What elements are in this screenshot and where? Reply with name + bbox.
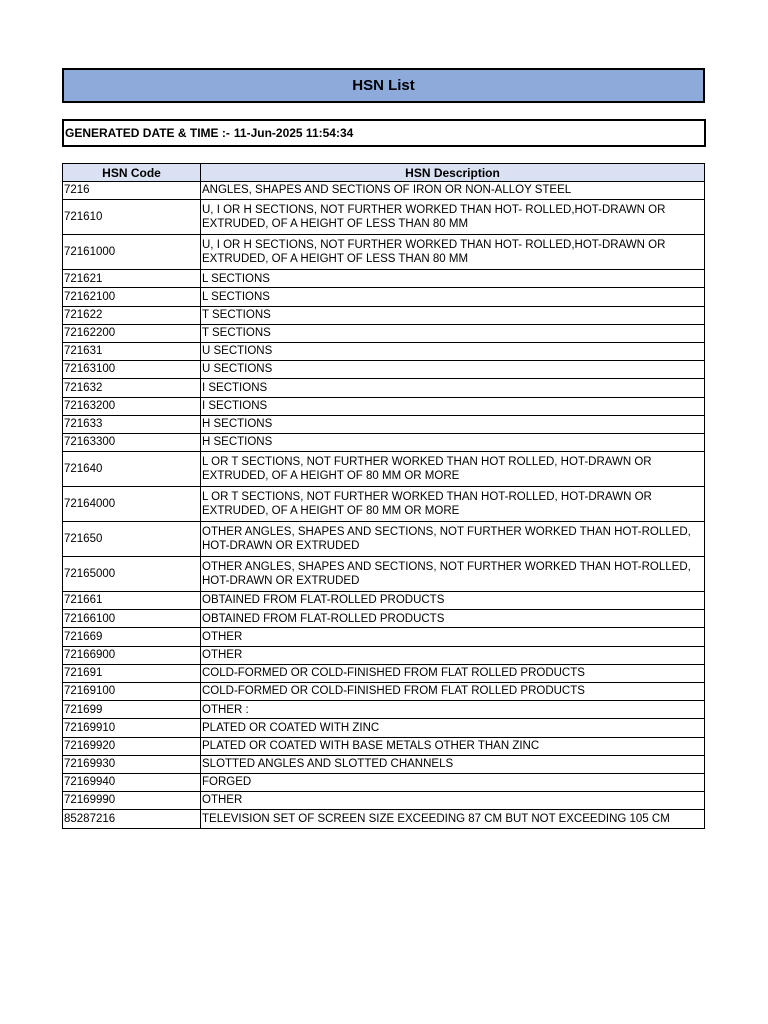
table-row (63, 397, 705, 415)
hsn-description-cell: ANGLES, SHAPES AND SECTIONS OF IRON OR NON-ALLOY STEEL (201, 182, 705, 200)
hsn-description-cell: L OR T SECTIONS, NOT FURTHER WORKED THAN HOT ROLLED, HOT-DRAWN OR EXTRUDED, OF A HEIGHT OF 80 MM OR MORE (201, 452, 705, 487)
hsn-description-cell: U, I OR H SECTIONS, NOT FURTHER WORKED THAN HOT- ROLLED,HOT-DRAWN OR EXTRUDED, OF A HEIGHT OF LESS THAN 80 MM (201, 200, 705, 235)
table-row (63, 792, 705, 810)
table-row (63, 592, 705, 610)
hsn-code-cell: 7216 (63, 182, 201, 200)
hsn-description-cell: TELEVISION SET OF SCREEN SIZE EXCEEDING 87 CM BUT NOT EXCEEDING 105 CM (201, 810, 705, 828)
generated-datetime (62, 119, 706, 147)
table-row (63, 270, 705, 288)
table-row (63, 288, 705, 306)
hsn-description-cell: PLATED OR COATED WITH BASE METALS OTHER THAN ZINC (201, 737, 705, 755)
hsn-description-cell: SLOTTED ANGLES AND SLOTTED CHANNELS (201, 755, 705, 773)
hsn-code-cell: 721631 (63, 342, 201, 360)
table-row (63, 522, 705, 557)
table-row (63, 664, 705, 682)
hsn-code-cell: 72169100 (63, 683, 201, 701)
table-row (63, 452, 705, 487)
table-row (63, 557, 705, 592)
hsn-code-cell: 721661 (63, 592, 201, 610)
table-row (63, 487, 705, 522)
table-row (63, 646, 705, 664)
generated-label: GENERATED DATE & TIME :- (65, 126, 230, 140)
table-row (63, 810, 705, 828)
hsn-code-cell: 72169990 (63, 792, 201, 810)
hsn-code-cell: 721691 (63, 664, 201, 682)
hsn-code-cell: 72169940 (63, 773, 201, 791)
table-row (63, 324, 705, 342)
hsn-description-cell: OTHER ANGLES, SHAPES AND SECTIONS, NOT FURTHER WORKED THAN HOT-ROLLED, HOT-DRAWN OR EXTRUDED (201, 522, 705, 557)
hsn-code-cell: 72164000 (63, 487, 201, 522)
hsn-code-cell: 72162100 (63, 288, 201, 306)
hsn-description-cell: FORGED (201, 773, 705, 791)
hsn-description-cell: OTHER (201, 792, 705, 810)
table-row (63, 379, 705, 397)
hsn-code-cell: 721633 (63, 415, 201, 433)
hsn-code-cell: 721610 (63, 200, 201, 235)
table-row (63, 773, 705, 791)
hsn-description-cell: OTHER : (201, 701, 705, 719)
table-row (63, 235, 705, 270)
table-row (63, 719, 705, 737)
hsn-description-cell: H SECTIONS (201, 415, 705, 433)
hsn-code-cell: 72169910 (63, 719, 201, 737)
hsn-description-cell: U SECTIONS (201, 342, 705, 360)
hsn-code-cell: 721699 (63, 701, 201, 719)
hsn-description-cell: OTHER ANGLES, SHAPES AND SECTIONS, NOT FURTHER WORKED THAN HOT-ROLLED, HOT-DRAWN OR EXTRUDED (201, 557, 705, 592)
hsn-code-cell: 72166100 (63, 610, 201, 628)
hsn-code-cell: 72169920 (63, 737, 201, 755)
hsn-description-cell: U, I OR H SECTIONS, NOT FURTHER WORKED THAN HOT- ROLLED,HOT-DRAWN OR EXTRUDED, OF A HEIGHT OF LESS THAN 80 MM (201, 235, 705, 270)
table-row (63, 683, 705, 701)
table-row (63, 342, 705, 360)
table-row (63, 755, 705, 773)
hsn-description-cell: H SECTIONS (201, 433, 705, 451)
table-row (63, 737, 705, 755)
hsn-code-cell: 721669 (63, 628, 201, 646)
table-body (63, 182, 705, 829)
hsn-description-cell: COLD-FORMED OR COLD-FINISHED FROM FLAT ROLLED PRODUCTS (201, 683, 705, 701)
hsn-description-cell: L SECTIONS (201, 288, 705, 306)
hsn-table (62, 163, 705, 829)
hsn-description-cell: U SECTIONS (201, 361, 705, 379)
table-header-row (63, 164, 705, 182)
hsn-description-cell: PLATED OR COATED WITH ZINC (201, 719, 705, 737)
hsn-description-cell: L SECTIONS (201, 270, 705, 288)
table-row (63, 182, 705, 200)
hsn-description-cell: OBTAINED FROM FLAT-ROLLED PRODUCTS (201, 592, 705, 610)
hsn-description-cell: T SECTIONS (201, 324, 705, 342)
header-hsn-description: HSN Description (201, 164, 705, 182)
hsn-code-cell: 72169930 (63, 755, 201, 773)
hsn-description-cell: COLD-FORMED OR COLD-FINISHED FROM FLAT ROLLED PRODUCTS (201, 664, 705, 682)
hsn-code-cell: 72163200 (63, 397, 201, 415)
hsn-description-cell: I SECTIONS (201, 397, 705, 415)
hsn-description-cell: OBTAINED FROM FLAT-ROLLED PRODUCTS (201, 610, 705, 628)
hsn-code-cell: 721650 (63, 522, 201, 557)
hsn-code-cell: 721632 (63, 379, 201, 397)
table-row (63, 361, 705, 379)
hsn-code-cell: 72166900 (63, 646, 201, 664)
hsn-description-cell: L OR T SECTIONS, NOT FURTHER WORKED THAN HOT-ROLLED, HOT-DRAWN OR EXTRUDED, OF A HEIGHT OF 80 MM OR MORE (201, 487, 705, 522)
page-title-text: HSN List (352, 77, 415, 94)
hsn-code-cell: 72163300 (63, 433, 201, 451)
hsn-code-cell: 72161000 (63, 235, 201, 270)
hsn-code-cell: 72162200 (63, 324, 201, 342)
hsn-code-cell: 721621 (63, 270, 201, 288)
table-row (63, 610, 705, 628)
table-row (63, 306, 705, 324)
hsn-code-cell: 85287216 (63, 810, 201, 828)
hsn-description-cell: OTHER (201, 628, 705, 646)
hsn-description-cell: T SECTIONS (201, 306, 705, 324)
header-hsn-code: HSN Code (63, 164, 201, 182)
table-row (63, 200, 705, 235)
hsn-description-cell: I SECTIONS (201, 379, 705, 397)
page-title (62, 68, 705, 103)
table-row (63, 433, 705, 451)
hsn-description-cell: OTHER (201, 646, 705, 664)
hsn-code-cell: 721622 (63, 306, 201, 324)
table-row (63, 701, 705, 719)
hsn-code-cell: 721640 (63, 452, 201, 487)
table-row (63, 628, 705, 646)
generated-value: 11-Jun-2025 11:54:34 (233, 126, 354, 140)
table-row (63, 415, 705, 433)
hsn-code-cell: 72165000 (63, 557, 201, 592)
hsn-code-cell: 72163100 (63, 361, 201, 379)
